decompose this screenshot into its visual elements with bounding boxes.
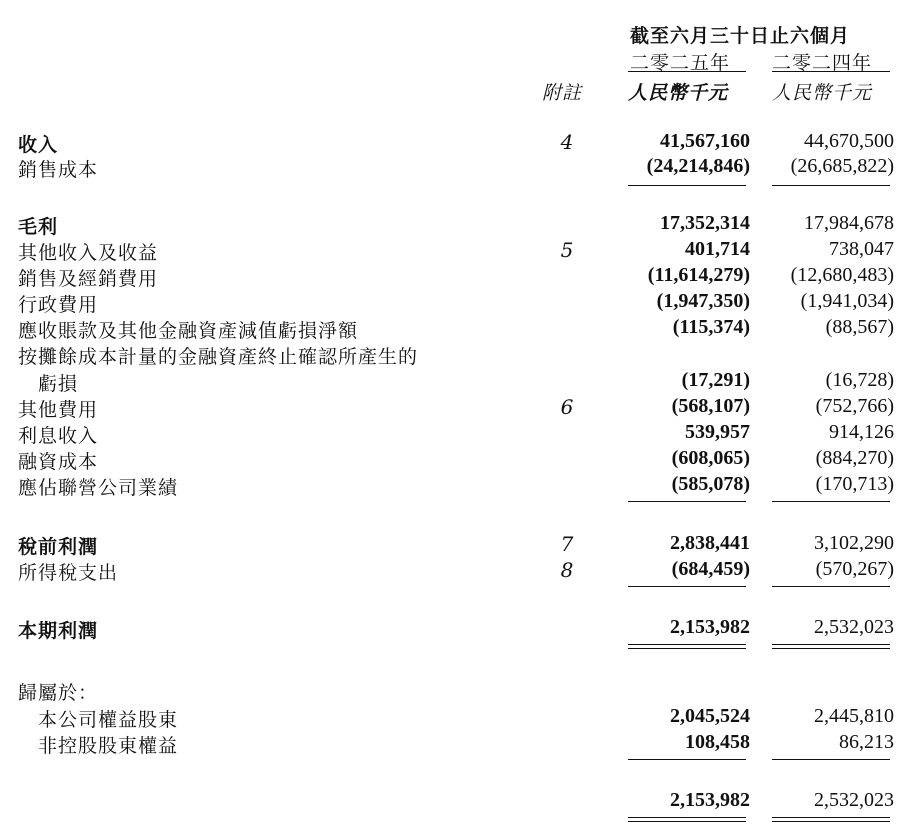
row-current-other-expenses: (568,107)	[671, 395, 750, 417]
subtotal-rule-prior	[772, 759, 890, 760]
row-prior-profit-for-period: 2,532,023	[814, 616, 894, 638]
row-label-profit-before-tax: 稅前利潤	[18, 536, 99, 558]
total-double-rule-prior-bottom	[772, 821, 890, 822]
row-prior-revenue: 44,670,500	[804, 130, 894, 152]
row-prior-derecognition-loss: (16,728)	[825, 369, 894, 391]
total-double-rule-current-bottom	[628, 648, 746, 649]
row-current-cost-of-sales: (24,214,846)	[646, 155, 750, 177]
year-current-underline	[628, 71, 746, 72]
row-current-finance-costs: (608,065)	[671, 447, 750, 469]
row-prior-selling-expenses: (12,680,483)	[790, 264, 894, 286]
row-label-gross-profit: 毛利	[18, 216, 59, 238]
attribution-total-prior: 2,532,023	[814, 789, 894, 811]
row-current-income-tax: (684,459)	[671, 558, 750, 580]
row-prior-admin-expenses: (1,941,034)	[800, 290, 894, 312]
row-prior-non-controlling-interests: 86,213	[839, 731, 894, 753]
row-prior-share-of-associates: (170,713)	[815, 473, 894, 495]
row-label-derecognition-loss-cont: 虧損	[38, 373, 79, 395]
row-current-revenue: 41,567,160	[660, 130, 750, 152]
year-prior-underline	[772, 71, 890, 72]
row-prior-income-tax: (570,267)	[815, 558, 894, 580]
row-label-revenue: 收入	[18, 134, 59, 156]
row-current-derecognition-loss: (17,291)	[681, 369, 750, 391]
row-label-cost-of-sales: 銷售成本	[18, 159, 99, 181]
subtotal-rule-current	[628, 586, 746, 587]
row-label-selling-expenses: 銷售及經銷費用	[18, 268, 159, 290]
row-current-equity-shareholders: 2,045,524	[670, 705, 750, 727]
row-prior-cost-of-sales: (26,685,822)	[790, 155, 894, 177]
row-note-income-tax: 8	[560, 558, 574, 582]
row-label-derecognition-loss: 按攤餘成本計量的金融資產終止確認所產生的	[18, 346, 419, 368]
row-prior-profit-before-tax: 3,102,290	[814, 532, 894, 554]
row-prior-gross-profit: 17,984,678	[804, 212, 894, 234]
row-note-revenue: 4	[560, 130, 574, 154]
row-label-finance-costs: 融資成本	[18, 451, 99, 473]
row-current-other-income: 401,714	[685, 238, 750, 260]
row-label-share-of-associates: 應佔聯營公司業績	[18, 477, 179, 499]
row-label-impairment-losses: 應收賬款及其他金融資產減值虧損淨額	[18, 320, 359, 342]
row-current-interest-income: 539,957	[685, 421, 750, 443]
row-note-other-income: 5	[560, 238, 574, 262]
total-double-rule-prior-bottom	[772, 648, 890, 649]
unit-current-header: 人民幣千元	[628, 82, 729, 104]
row-label-other-income: 其他收入及收益	[18, 242, 159, 264]
row-label-admin-expenses: 行政費用	[18, 294, 99, 316]
total-double-rule-current-bottom	[628, 821, 746, 822]
row-note-other-expenses: 6	[560, 395, 574, 419]
subtotal-rule-current	[628, 501, 746, 502]
row-current-gross-profit: 17,352,314	[660, 212, 750, 234]
row-current-non-controlling-interests: 108,458	[685, 731, 750, 753]
row-prior-interest-income: 914,126	[829, 421, 894, 443]
row-label-income-tax: 所得稅支出	[18, 562, 119, 584]
subtotal-rule-prior	[772, 586, 890, 587]
row-prior-equity-shareholders: 2,445,810	[814, 705, 894, 727]
row-prior-impairment-losses: (88,567)	[825, 316, 894, 338]
row-prior-finance-costs: (884,270)	[815, 447, 894, 469]
row-current-share-of-associates: (585,078)	[671, 473, 750, 495]
subtotal-rule-current	[628, 185, 746, 186]
attribution-total-current: 2,153,982	[670, 789, 750, 811]
year-current-header: 二零二五年	[630, 52, 731, 74]
total-double-rule-prior-top	[772, 817, 890, 818]
row-current-admin-expenses: (1,947,350)	[656, 290, 750, 312]
total-double-rule-current-top	[628, 817, 746, 818]
attribution-heading: 歸屬於：	[18, 682, 99, 704]
note-column-header: 附註	[542, 82, 583, 104]
row-label-interest-income: 利息收入	[18, 425, 99, 447]
year-prior-header: 二零二四年	[772, 52, 873, 74]
row-current-profit-for-period: 2,153,982	[670, 616, 750, 638]
row-current-impairment-losses: (115,374)	[672, 316, 750, 338]
row-current-profit-before-tax: 2,838,441	[670, 532, 750, 554]
subtotal-rule-prior	[772, 501, 890, 502]
row-label-profit-for-period: 本期利潤	[18, 620, 99, 642]
row-label-non-controlling-interests: 非控股股東權益	[38, 735, 179, 757]
subtotal-rule-current	[628, 759, 746, 760]
row-prior-other-expenses: (752,766)	[815, 395, 894, 417]
unit-prior-header: 人民幣千元	[772, 82, 873, 104]
period-header: 截至六月三十日止六個月	[630, 25, 851, 47]
row-note-profit-before-tax: 7	[560, 532, 574, 556]
row-label-equity-shareholders: 本公司權益股東	[38, 709, 179, 731]
subtotal-rule-prior	[772, 185, 890, 186]
row-prior-other-income: 738,047	[829, 238, 894, 260]
row-label-other-expenses: 其他費用	[18, 399, 99, 421]
total-double-rule-current-top	[628, 644, 746, 645]
total-double-rule-prior-top	[772, 644, 890, 645]
row-current-selling-expenses: (11,614,279)	[647, 264, 750, 286]
